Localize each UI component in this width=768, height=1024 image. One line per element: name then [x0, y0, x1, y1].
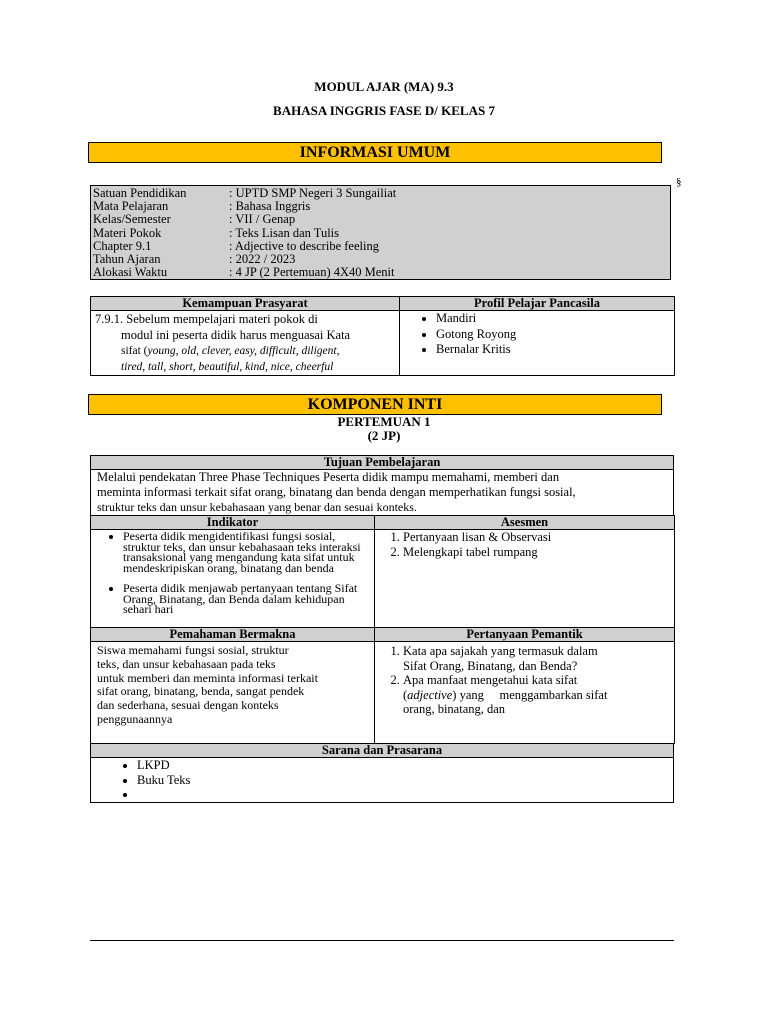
- prasyarat-number: 7.9.1.: [95, 312, 124, 326]
- asesmen-item: 2. Melengkapi tabel rumpang: [403, 545, 670, 560]
- module-subtitle: BAHASA INGGRIS FASE D/ KELAS 7: [273, 103, 495, 118]
- prasyarat-table: [90, 296, 675, 376]
- pertemuan-title: PERTEMUAN 1: [337, 414, 431, 429]
- tujuan-cell: [91, 470, 674, 516]
- pemahaman-line: untuk memberi dan meminta informasi terkait: [97, 670, 318, 685]
- info-value: : 4 JP (2 Pertemuan) 4X40 Menit: [229, 265, 395, 280]
- pemahaman-line: penggunaannya: [97, 711, 173, 726]
- info-row: [93, 240, 668, 253]
- pemantik-line: 2. Apa manfaat mengetahui kata sifat: [403, 673, 578, 687]
- info-value: : Teks Lisan dan Tulis: [229, 225, 340, 240]
- tujuan-line: struktur teks dan unsur kebahasaan yang benar dan sesuai konteks.: [97, 500, 417, 514]
- info-key: Materi Pokok: [93, 225, 162, 240]
- info-value: : 2022 / 2023: [229, 252, 296, 267]
- footer-divider: [90, 940, 674, 941]
- info-value: : VII / Genap: [229, 212, 296, 227]
- prasyarat-text: sifat (: [121, 345, 148, 357]
- pemantik-text: (: [403, 687, 408, 702]
- pemahaman-header: Pemahaman Bermakna: [91, 628, 375, 642]
- pemahaman-line: Siswa memahami fungsi sosial, struktur: [97, 643, 289, 657]
- indikator-table: [90, 515, 675, 744]
- pemantik-line: [403, 688, 670, 703]
- info-row: [93, 187, 668, 200]
- info-key: Kelas/Semester: [93, 212, 171, 227]
- prasyarat-line: modul ini peserta didik harus menguasai Kata: [121, 328, 351, 342]
- module-title: MODUL AJAR (MA) 9.3: [314, 79, 454, 94]
- info-row: [93, 227, 668, 240]
- pemahaman-line: teks, dan unsur kebahasaan pada teks: [97, 656, 276, 671]
- info-row: [93, 200, 668, 213]
- pemantik-line: Sifat Orang, Binatang, dan Benda?: [403, 658, 578, 673]
- sarana-item: • Buku Teks: [137, 773, 669, 788]
- info-key: Satuan Pendidikan: [93, 186, 187, 200]
- indikator-header: Indikator: [91, 516, 375, 530]
- indikator-cell: [91, 530, 375, 628]
- pemantik-header: Pertanyaan Pemantik: [375, 628, 675, 642]
- info-box: [90, 185, 671, 280]
- pemantik-line: 1. Kata apa sajakah yang termasuk dalam: [403, 644, 598, 658]
- sarana-cell: [91, 758, 674, 803]
- sarana-table: [90, 743, 674, 803]
- pemahaman-cell: [91, 642, 375, 744]
- asesmen-header: Asesmen: [375, 516, 675, 530]
- profil-item: • Mandiri: [436, 311, 670, 327]
- info-value: : UPTD SMP Negeri 3 Sungailiat: [229, 186, 397, 200]
- info-key: Chapter 9.1: [93, 238, 152, 253]
- indikator-item: • Peserta didik menjawab pertanyaan tentang Sifat Orang, Binatang, dan Benda dalam kehidupan sehari hari: [123, 583, 370, 615]
- tujuan-line: meminta informasi terkait sifat orang, binatang dan benda dengan memperhatikan fungsi sosial,: [97, 485, 576, 499]
- pemantik-line: orang, binatang, dan: [403, 702, 506, 716]
- pemantik-italic: adjective: [407, 687, 453, 702]
- sarana-header: Sarana dan Prasarana: [91, 744, 674, 758]
- pemantik-text: ) yang menggambarkan sifat: [452, 687, 608, 702]
- pertemuan-jp: (2 JP): [367, 428, 401, 443]
- section-mark: §: [676, 176, 682, 188]
- info-row: [93, 266, 668, 279]
- indikator-item: • Peserta didik mengidentifikasi fungsi sosial, struktur teks, dan unsur kebahasaan teks interaksi transaksional yang mengandung kata sifat untuk mendeskripiskan orang, binatang dan benda: [123, 531, 370, 573]
- informasi-umum-banner: INFORMASI UMUM: [88, 142, 662, 163]
- tujuan-line: Melalui pendekatan Three Phase Techniques Peserta didik mampu memahami, memberi dan: [97, 470, 560, 484]
- info-key: Alokasi Waktu: [93, 265, 168, 280]
- sarana-item: • LKPD: [137, 758, 669, 773]
- adjective-examples: young, old, clever, easy, difficult, diligent,: [147, 345, 340, 357]
- prasyarat-line: [95, 343, 395, 359]
- pemahaman-line: dan sederhana, sesuai dengan konteks: [97, 698, 279, 713]
- info-key: Tahun Ajaran: [93, 252, 161, 267]
- asesmen-cell: [375, 530, 675, 628]
- kemampuan-prasyarat-header: Kemampuan Prasyarat: [91, 297, 400, 311]
- komponen-inti-banner: KOMPONEN INTI: [88, 394, 662, 415]
- pemantik-item: [403, 644, 670, 673]
- sarana-item: [137, 787, 669, 802]
- prasyarat-cell: [91, 311, 400, 376]
- info-value: : Adjective to describe feeling: [229, 238, 379, 253]
- info-key: Mata Pelajaran: [93, 199, 169, 214]
- prasyarat-text: Sebelum mempelajari materi pokok di: [126, 312, 318, 326]
- tujuan-header: Tujuan Pembelajaran: [91, 456, 674, 470]
- asesmen-item: 1. Pertanyaan lisan & Observasi: [403, 530, 670, 545]
- profil-pelajar-header: Profil Pelajar Pancasila: [400, 297, 675, 311]
- prasyarat-line: [95, 311, 395, 327]
- pemahaman-line: sifat orang, binatang, benda, sangat pendek: [97, 684, 305, 699]
- pemantik-cell: [375, 642, 675, 744]
- info-row: [93, 213, 668, 226]
- profil-item: • Gotong Royong: [436, 327, 670, 343]
- tujuan-table: [90, 455, 674, 516]
- info-value: : Bahasa Inggris: [229, 199, 311, 214]
- adjective-examples: tired, tall, short, beautiful, kind, nice, cheerful: [121, 361, 334, 373]
- profil-cell: [400, 311, 675, 376]
- profil-item: • Bernalar Kritis: [436, 342, 670, 358]
- pemantik-item: [403, 673, 670, 717]
